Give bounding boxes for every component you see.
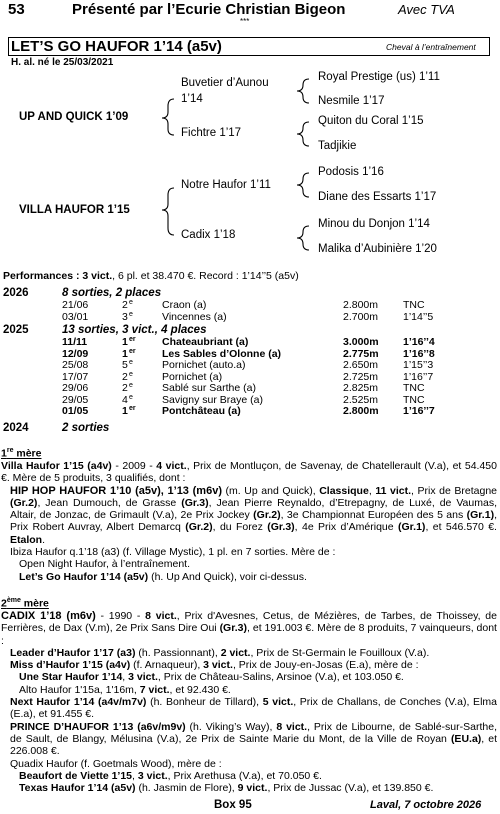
races-2026	[0, 300, 500, 323]
race-pl: 3	[122, 310, 128, 323]
first-dam-section	[1, 460, 497, 583]
race-date: 17/07	[62, 370, 89, 383]
performances-summary: Performances : 3 vict., 6 pl. et 38.470 €. Record : 1’14’’5 (a5v)	[3, 270, 299, 282]
second-dam-title: 2ème mère	[1, 597, 49, 610]
prince-haufor-entry: PRINCE D’HAUFOR 1’13 (a6v/m9v) (h. Viking’s Way), 8 vict., Prix de Libourne, de Sablé-sur-Sarthe, de Sault, de Blangy, Mélusina (V.a), 2e Prix de Sainte Marie du Mont, de la Ville de Royan (EU.a), et 226.008 €.	[10, 720, 498, 758]
gg-7: Minou du Donjon 1’14	[318, 218, 430, 230]
race-place-suffix: e	[129, 310, 133, 318]
race-time: 1’16’’7	[403, 370, 434, 383]
quadix-haufor-entry: Quadix Haufor (f. Goetmals Wood), mère de :	[10, 757, 222, 770]
race-pl: 2	[122, 299, 128, 311]
race-pl: 2	[122, 370, 128, 383]
race-pl: 1	[122, 347, 128, 360]
gg-6: Diane des Essarts 1’17	[318, 191, 437, 203]
race-time: 1’16’’8	[403, 347, 435, 360]
lot-number: 53	[8, 1, 25, 18]
sire-sire: Buvetier d’Aunou 1’14	[181, 77, 269, 105]
presenter: Présenté par l’Ecurie Christian Bigeon	[72, 1, 346, 18]
race-time: 1’16’’4	[403, 336, 435, 348]
next-haufor-entry: Next Haufor 1’14 (a4v/m7v) (h. Bonheur de Tillard), 5 vict., Prix de Challans, de Conches (V.a), Elma (E.a), et 91.455 €.	[10, 696, 497, 721]
race-pl: 5	[122, 359, 128, 371]
race-time: 1’14’’5	[403, 310, 434, 323]
miss-haufor-entry: Miss d’Haufor 1’15 (a4v) (f. Arnaqueur), 3 vict., Prix de Jouy-en-Josas (E.a), mère de :	[10, 659, 419, 672]
race-place-suffix: e	[129, 370, 133, 378]
race-race: Chateaubriant (a)	[162, 336, 249, 348]
race-time: 1’15’’3	[403, 359, 434, 371]
horse-name: LET’S GO HAUFOR 1’14 (a5v)	[11, 38, 222, 55]
race-race: Craon (a)	[162, 299, 207, 311]
race-place-suffix: er	[129, 405, 136, 412]
race-pl: 1	[122, 405, 128, 417]
race-dist: 3.000m	[343, 336, 379, 348]
race-place-suffix: e	[129, 299, 133, 306]
second-dam-section	[1, 610, 497, 794]
une-star-haufor-entry: Une Star Haufor 1’14, 3 vict., Prix de Château-Salins, Arsinoe (V.a), et 103.050 €.	[19, 671, 404, 684]
race-race: Pontchâteau (a)	[162, 405, 241, 417]
race-place-suffix: e	[129, 393, 133, 401]
gg-2: Nesmile 1’17	[318, 95, 385, 107]
open-night-haufor-entry: Open Night Haufor, à l’entraînement.	[19, 558, 191, 571]
race-place-suffix: e	[129, 382, 133, 389]
race-date: 01/05	[62, 405, 89, 417]
race-race: Pornichet (auto.a)	[162, 359, 246, 371]
year-2025-summary: 13 sorties, 3 vict., 4 places	[62, 324, 207, 336]
dam-dam: Cadix 1’18	[181, 229, 236, 241]
race-dist: 2.800m	[343, 299, 379, 311]
race-pl: 4	[122, 393, 128, 406]
birth-info: H. al. né le 25/03/2021	[11, 57, 114, 68]
race-row	[0, 383, 500, 395]
gg-5: Podosis 1’16	[318, 166, 384, 178]
race-pl: 1	[122, 336, 128, 348]
race-date: 12/09	[62, 347, 89, 360]
race-row	[0, 337, 500, 349]
race-row	[0, 406, 500, 418]
year-2026-summary: 8 sorties, 2 places	[62, 287, 162, 299]
horse-status: Cheval à l’entraînement	[386, 42, 476, 52]
race-date: 21/06	[62, 299, 89, 311]
race-dist: 2.825m	[343, 382, 379, 394]
race-time: TNC	[403, 299, 425, 311]
cadix-entry: CADIX 1’18 (m6v) - 1990 - 8 vict., Prix d'Avesnes, Cetus, de Mézières, de Tarbes, de Thoissey, de Ferrières, de Dax (V.m), 2e Prix Sans Dire Oui (Gr.3), et 191.003 €. Mère de 8 produits, 7 vainqueurs, dont :	[1, 610, 497, 647]
race-time: TNC	[403, 393, 425, 406]
gg-8: Malika d’Aubinière 1’20	[318, 243, 437, 255]
dam-sire: Notre Haufor 1’11	[181, 179, 271, 191]
race-dist: 2.775m	[343, 347, 379, 360]
race-place-suffix: er	[129, 336, 136, 343]
races-2025	[0, 337, 500, 418]
race-place-suffix: er	[129, 347, 136, 355]
race-date: 03/01	[62, 310, 89, 323]
race-dist: 2.700m	[343, 310, 379, 323]
race-race: Savigny sur Braye (a)	[162, 393, 263, 406]
race-race: Vincennes (a)	[162, 310, 227, 323]
gg-4: Tadjikie	[318, 140, 357, 152]
tax-status: Avec TVA	[398, 2, 455, 17]
race-dist: 2.650m	[343, 359, 379, 371]
sire-dam: Fichtre 1’17	[181, 127, 242, 139]
leader-haufor-entry: Leader d’Haufor 1’17 (a3) (h. Passionnant), 2 vict., Prix de St-Germain le Fouilloux (V.a).	[10, 646, 430, 659]
hip-hop-haufor-entry: HIP HOP HAUFOR 1’10 (a5v), 1’13 (m6v) (m. Up and Quick), Classique, 11 vict., Prix de Bretagne (Gr.2), Jean Dumouch, de Grasse (Gr.3), Jean Pierre Reynaldo, d’Etrepagny, de Luxé, de Vaumas, Altair, de Jonzac, de Grimault (V.a), 2e Prix Jockey (Gr.2), 3e Championnat Européen des 5 ans (Gr.1), Prix Robert Auvray, Albert Demarcq (Gr.2), du Forez (Gr.3), 4e Prix d’Amérique (Gr.1), et 546.570 €. Etalon.	[10, 484, 498, 546]
race-race: Pornichet (a)	[162, 370, 223, 383]
race-dist: 2.800m	[343, 405, 379, 417]
race-date: 25/08	[62, 359, 89, 371]
year-2024: 2024	[3, 422, 29, 434]
year-2026: 2026	[3, 287, 29, 299]
race-race: Les Sables d’Olonne (a)	[162, 347, 282, 360]
box-number: Box 95	[214, 799, 252, 811]
race-date: 29/06	[62, 382, 89, 394]
alto-haufor-entry: Alto Haufor 1'15a, 1'16m, 7 vict., et 92.430 €.	[19, 683, 231, 696]
texas-haufor-entry: Texas Haufor 1’14 (a5v) (h. Jasmin de Flore), 9 vict., Prix de Jussac (V.a), et 139.850 €.	[19, 782, 434, 795]
gg-1: Royal Prestige (us) 1’11	[318, 71, 440, 83]
dam: VILLA HAUFOR 1’15	[19, 204, 130, 216]
race-date: 29/05	[62, 393, 89, 406]
race-pl: 2	[122, 382, 128, 394]
sire: UP AND QUICK 1’09	[19, 111, 129, 123]
gg-3: Quiton du Coral 1’15	[318, 115, 424, 127]
sale-place-date: Laval, 7 octobre 2026	[370, 799, 482, 811]
race-place-suffix: e	[129, 359, 133, 366]
race-row	[0, 300, 500, 312]
first-dam-title: 1re mère	[1, 447, 42, 460]
year-2024-summary: 2 sorties	[62, 422, 110, 434]
race-date: 11/11	[62, 336, 88, 348]
beaufort-viette-entry: Beaufort de Viette 1’15, 3 vict., Prix Arethusa (V.a), et 70.050 €.	[19, 769, 322, 782]
race-row	[0, 312, 500, 324]
race-time: TNC	[403, 382, 425, 394]
race-race: Sablé sur Sarthe (a)	[162, 382, 256, 394]
race-dist: 2.725m	[343, 370, 379, 383]
race-time: 1’16’’7	[403, 405, 435, 417]
lets-go-haufor-entry: Let’s Go Haufor 1’14 (a5v) (h. Up And Quick), voir ci-dessus.	[19, 570, 307, 583]
ibiza-haufor-entry: Ibiza Haufor q.1’18 (a3) (f. Village Mystic), 1 pl. en 7 sorties. Mère de :	[10, 546, 336, 559]
villa-haufor-entry: Villa Haufor 1’15 (a4v) - 2009 - 4 vict., Prix de Montluçon, de Savenay, de Chatellerault (V.a), et 54.450 €. Mère de 5 produits, 3 qualifiés, dont :	[1, 460, 497, 485]
race-dist: 2.525m	[343, 393, 379, 406]
race-row	[0, 360, 500, 372]
year-2025: 2025	[3, 324, 29, 336]
stars-separator: ***	[240, 17, 250, 26]
